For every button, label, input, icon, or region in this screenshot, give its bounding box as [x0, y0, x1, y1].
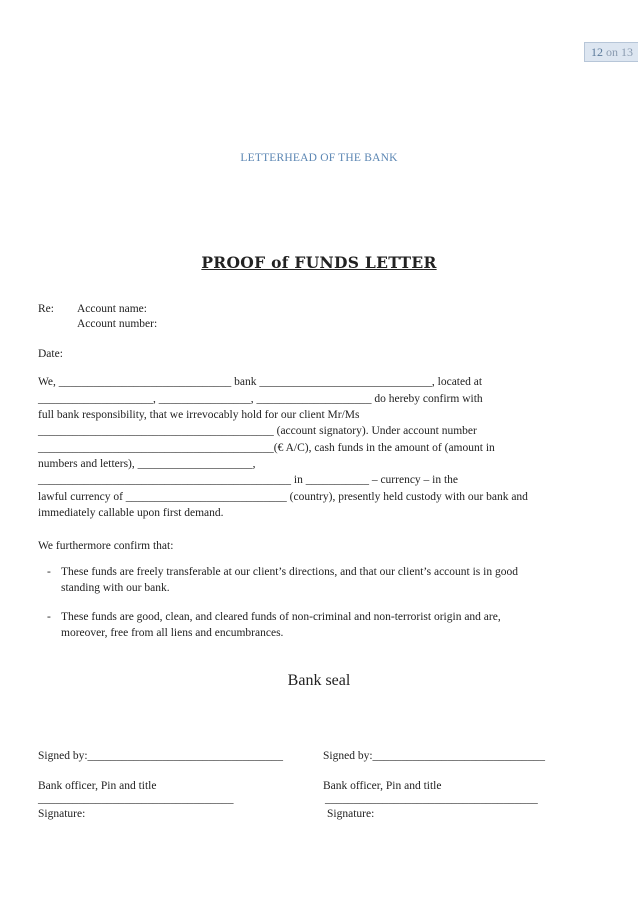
officer-title-right: Bank officer, Pin and title: [323, 780, 442, 792]
letterhead: LETTERHEAD OF THE BANK: [240, 152, 398, 164]
confirm-intro: We furthermore confirm that:: [38, 540, 174, 552]
bank-seal-label: Bank seal: [287, 672, 351, 689]
bullet-text: moreover, free from all liens and encumbrances.: [61, 627, 284, 639]
page-current: 12: [591, 45, 603, 59]
body-line: ____________________________________________ in ___________ – currency – in the: [38, 474, 459, 486]
account-number-label: Account number:: [77, 318, 158, 330]
re-label: Re:: [38, 303, 54, 315]
signature-line-left: __________________________________: [38, 793, 234, 805]
bullet-text: These funds are freely transferable at our client’s directions, and that our client’s account is in good: [61, 566, 518, 578]
bullet-text: These funds are good, clean, and cleared funds of non-criminal and non-terrorist origin and are,: [61, 611, 501, 623]
page-total: on 13: [606, 45, 633, 59]
body-line: We, ______________________________ bank ______________________________, located at: [38, 376, 483, 388]
body-line: ____________________, ________________, ____________________ do hereby confirm with: [38, 393, 483, 405]
body-line: immediately callable upon first demand.: [38, 507, 224, 519]
body-line: _________________________________________(€ A/C), cash funds in the amount of (amount in: [38, 442, 495, 454]
bullet-dash: -: [47, 566, 51, 578]
signature-label-left: Signature:: [38, 808, 86, 820]
officer-title-left: Bank officer, Pin and title: [38, 780, 157, 792]
signature-line-right: _____________________________________: [325, 793, 538, 805]
signature-label-right: Signature:: [327, 808, 375, 820]
bullet-dash: -: [47, 611, 51, 623]
bullet-text: standing with our bank.: [61, 582, 170, 594]
body-line: _________________________________________ (account signatory). Under account number: [38, 425, 477, 437]
account-name-label: Account name:: [77, 303, 147, 315]
letter-title: PROOF of FUNDS LETTER: [201, 253, 437, 272]
body-line: lawful currency of ____________________________ (country), presently held custody with our bank and: [38, 491, 528, 503]
signed-by-right: Signed by:______________________________: [323, 750, 546, 762]
body-line: numbers and letters), ____________________,: [38, 458, 256, 470]
signed-by-left: Signed by:__________________________________: [38, 750, 284, 762]
page-number-badge: [584, 42, 638, 62]
date-label: Date:: [38, 348, 63, 360]
body-line: full bank responsibility, that we irrevocably hold for our client Mr/Ms: [38, 409, 360, 421]
